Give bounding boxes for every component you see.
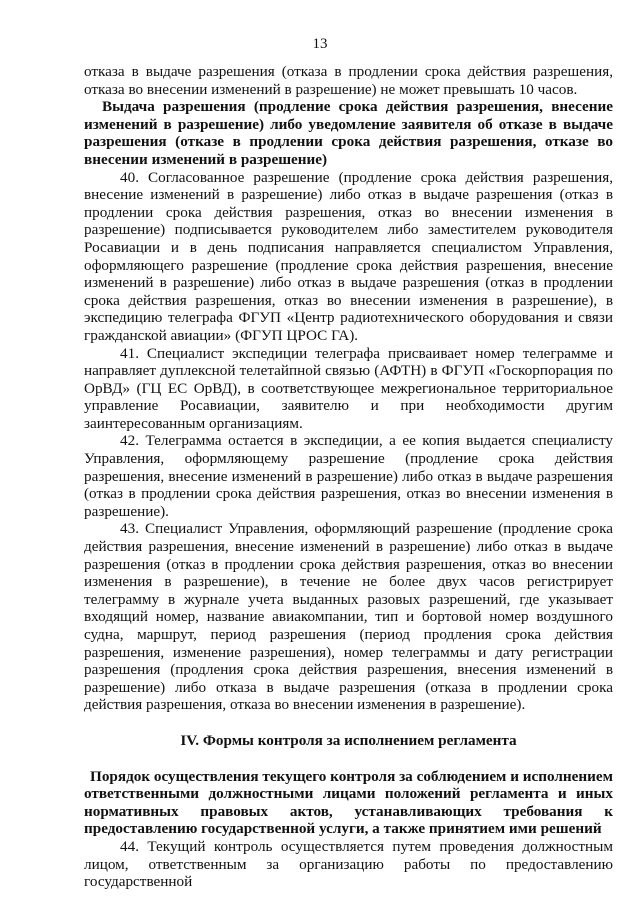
paragraph-40: 40. Согласованное разрешение (продление срока действия разрешения, внесение изменений в разрешение) либо отказ в выдаче разрешения (отказ в продлении срока действия разрешения, отказ во внесении изменения в разрешение) подписывается руководителем либо заместителем руководителя Росавиации и в день подписания направляется специалистом Управления, оформляющего разрешение (продление срока действия разрешения, внесение изменений в разрешение) либо отказ в выдаче разрешения (отказ в продлении срока действия разрешения, отказ во внесении изменения в разрешение), в экспедицию телеграфа ФГУП «Центр радиотехнического оборудования и связи гражданской авиации» (ФГУП ЦРОС ГА). bbox=[84, 168, 613, 344]
page-number: 13 bbox=[312, 36, 328, 52]
paragraph-43: 43. Специалист Управления, оформляющий разрешение (продление срока действия разрешения, внесение изменений в разрешение) либо отказ в выдаче разрешения (отказ в продлении срока действия разрешения, отказ во внесении изменения в разрешение), в течение не более двух часов регистрирует телеграмму в журнале учета выданных разовых разрешений, где указывает входящий номер, название авиакомпании, тип и бортовой номер воздушного судна, маршрут, период разрешения (период продления срока действия разрешения, изменение разрешения), номер телеграммы и дату регистрации разрешения (продления срока действия разрешения, внесения изменений в разрешение) либо отказа в выдаче разрешения (отказа в продлении срока действия разрешения, отказа во внесении изменения в разрешение). bbox=[84, 520, 613, 714]
paragraph-44: 44. Текущий контроль осуществляется путем проведения должностным лицом, ответственным за организацию работы по предоставлению государственной bbox=[84, 837, 613, 891]
paragraph-42: 42. Телеграмма остается в экспедиции, а ее копия выдается специалисту Управления, оформляющему разрешение (продление срока действия разрешения, внесение изменений в разрешение) либо отказ в выдаче разрешения (отказ в продлении срока действия разрешения, отказ во внесении изменения в разрешение). bbox=[84, 432, 613, 520]
subheading-permit-issuance: Выдача разрешения (продление срока действия разрешения, внесение изменений в разрешение) либо уведомление заявителя об отказе в выдаче разрешения (отказе в продлении срока действия разрешения, отказе во внесении изменений в разрешение) bbox=[84, 98, 613, 168]
paragraph-continuation: отказа в выдаче разрешения (отказа в продлении срока действия разрешения, отказа во внесении изменений в разрешение) не может превышать 10 часов. bbox=[84, 63, 613, 98]
section-title-iv: IV. Формы контроля за исполнением регламента bbox=[180, 731, 517, 749]
document-body bbox=[84, 63, 613, 891]
paragraph-41: 41. Специалист экспедиции телеграфа присваивает номер телеграмме и направляет дуплексной телетайпной связью (АФТН) в ФГУП «Госкорпорация по ОрВД» (ГЦ ЕС ОрВД), в соответствующее межрегиональное территориальное управление Росавиации, заявителю и при необходимости другим заинтересованным организациям. bbox=[84, 344, 613, 432]
subheading-current-control: Порядок осуществления текущего контроля за соблюдением и исполнением ответственными должностными лицами положений регламента и иных нормативных правовых актов, устанавливающих требования к предоставлению государственной услуги, а также принятием ими решений bbox=[84, 767, 613, 838]
